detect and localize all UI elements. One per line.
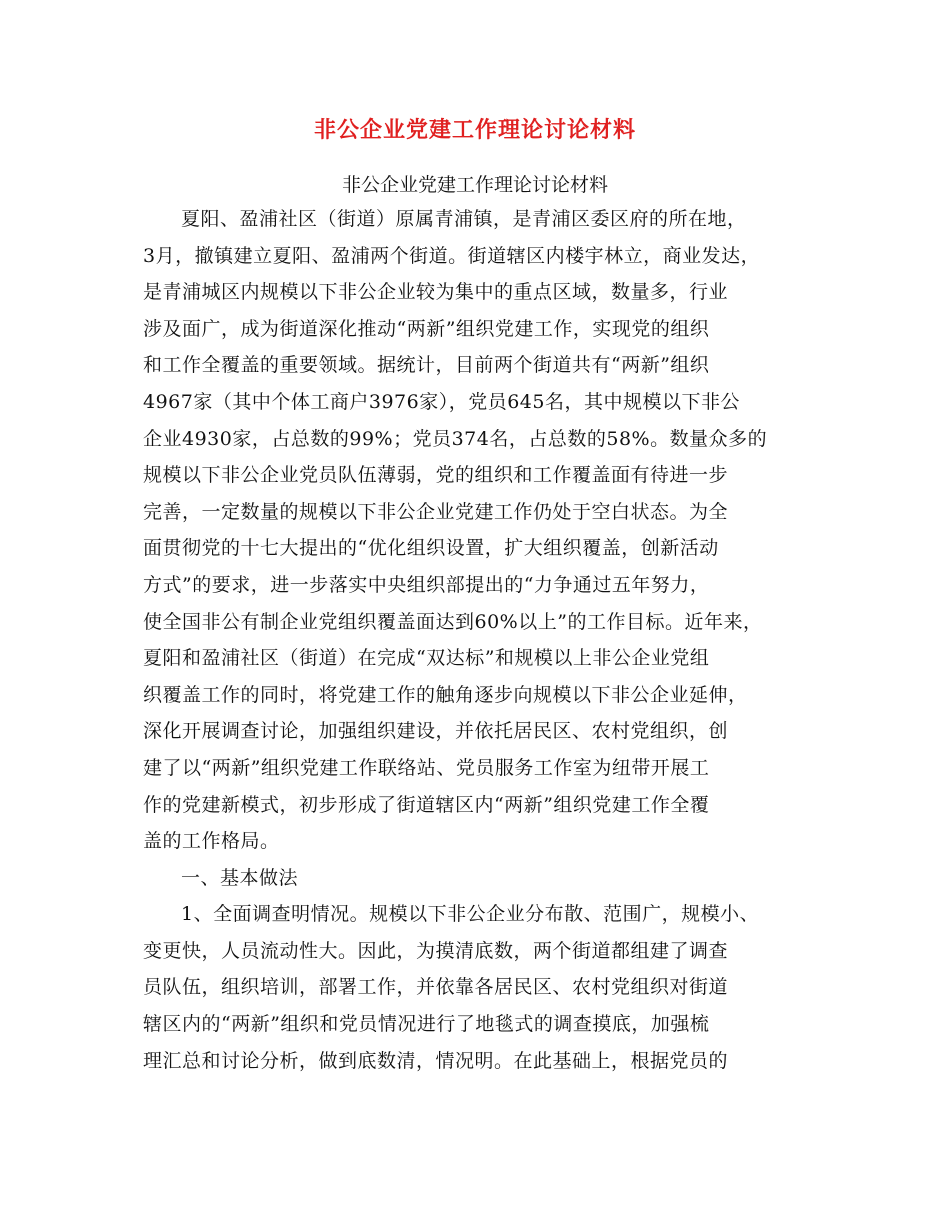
body-line: 辖区内的“两新”组织和党员情况进行了地毯式的调查摸底，加强梳: [143, 1013, 710, 1036]
body-line: 夏阳和盈浦社区（街道）在完成“双达标”和规模以上非公企业党组: [143, 647, 710, 670]
body-line: 完善，一定数量的规模以下非公企业党建工作仍处于空白状态。为全: [143, 500, 729, 523]
body-line: 变更快，人员流动性大。因此，为摸清底数，两个街道都组建了调查: [143, 939, 729, 962]
body-line: 建了以“两新”组织党建工作联络站、党员服务工作室为纽带开展工: [143, 756, 710, 779]
body-line: 织覆盖工作的同时，将党建工作的触角逐步向规模以下非公企业延伸，: [143, 683, 748, 706]
body-line: 员队伍，组织培训，部署工作，并依靠各居民区、农村党组织对街道: [143, 976, 729, 999]
section-heading: 一、基本做法: [181, 866, 299, 889]
body-line: 4967家（其中个体工商户3976家），党员645名，其中规模以下非公: [143, 390, 740, 413]
body-line: 理汇总和讨论分析，做到底数清，情况明。在此基础上，根据党员的: [143, 1049, 729, 1072]
body-line: 作的党建新模式，初步形成了街道辖区内“两新”组织党建工作全覆: [143, 793, 710, 816]
body-line: 盖的工作格局。: [143, 830, 280, 853]
body-line: 深化开展调查讨论，加强组织建设，并依托居民区、农村党组织，创: [143, 720, 729, 743]
body-line: 1、全面调查明情况。规模以下非公企业分布散、范围广，规模小、: [181, 903, 760, 926]
document-subtitle: 非公企业党建工作理论讨论材料: [341, 174, 608, 196]
body-line: 面贯彻党的十七大提出的“优化组织设置，扩大组织覆盖，创新活动: [143, 537, 719, 560]
body-line: 3月，撤镇建立夏阳、盈浦两个街道。街道辖区内楼宇林立，商业发达，: [143, 244, 761, 267]
body-line: 是青浦城区内规模以下非公企业较为集中的重点区域，数量多，行业: [143, 281, 729, 304]
body-line: 使全国非公有制企业党组织覆盖面达到60%以上”的工作目标。近年来，: [143, 610, 763, 633]
body-line: 涉及面广，成为街道深化推动“两新”组织党建工作，实现党的组织: [143, 317, 710, 340]
body-line: 夏阳、盈浦社区（街道）原属青浦镇，是青浦区委区府的所在地，: [181, 208, 747, 230]
document-body: [143, 201, 833, 1079]
body-line: 方式”的要求，进一步落实中央组织部提出的“力争通过五年努力，: [143, 573, 710, 596]
body-line: 企业4930家，占总数的99%；党员374名，占总数的58%。数量众多的: [143, 427, 768, 450]
document-title: 非公企业党建工作理论讨论材料: [313, 117, 636, 143]
body-line: 规模以下非公企业党员队伍薄弱，党的组织和工作覆盖面有待进一步: [143, 464, 729, 487]
body-line: 和工作全覆盖的重要领域。据统计，目前两个街道共有“两新”组织: [143, 354, 710, 377]
